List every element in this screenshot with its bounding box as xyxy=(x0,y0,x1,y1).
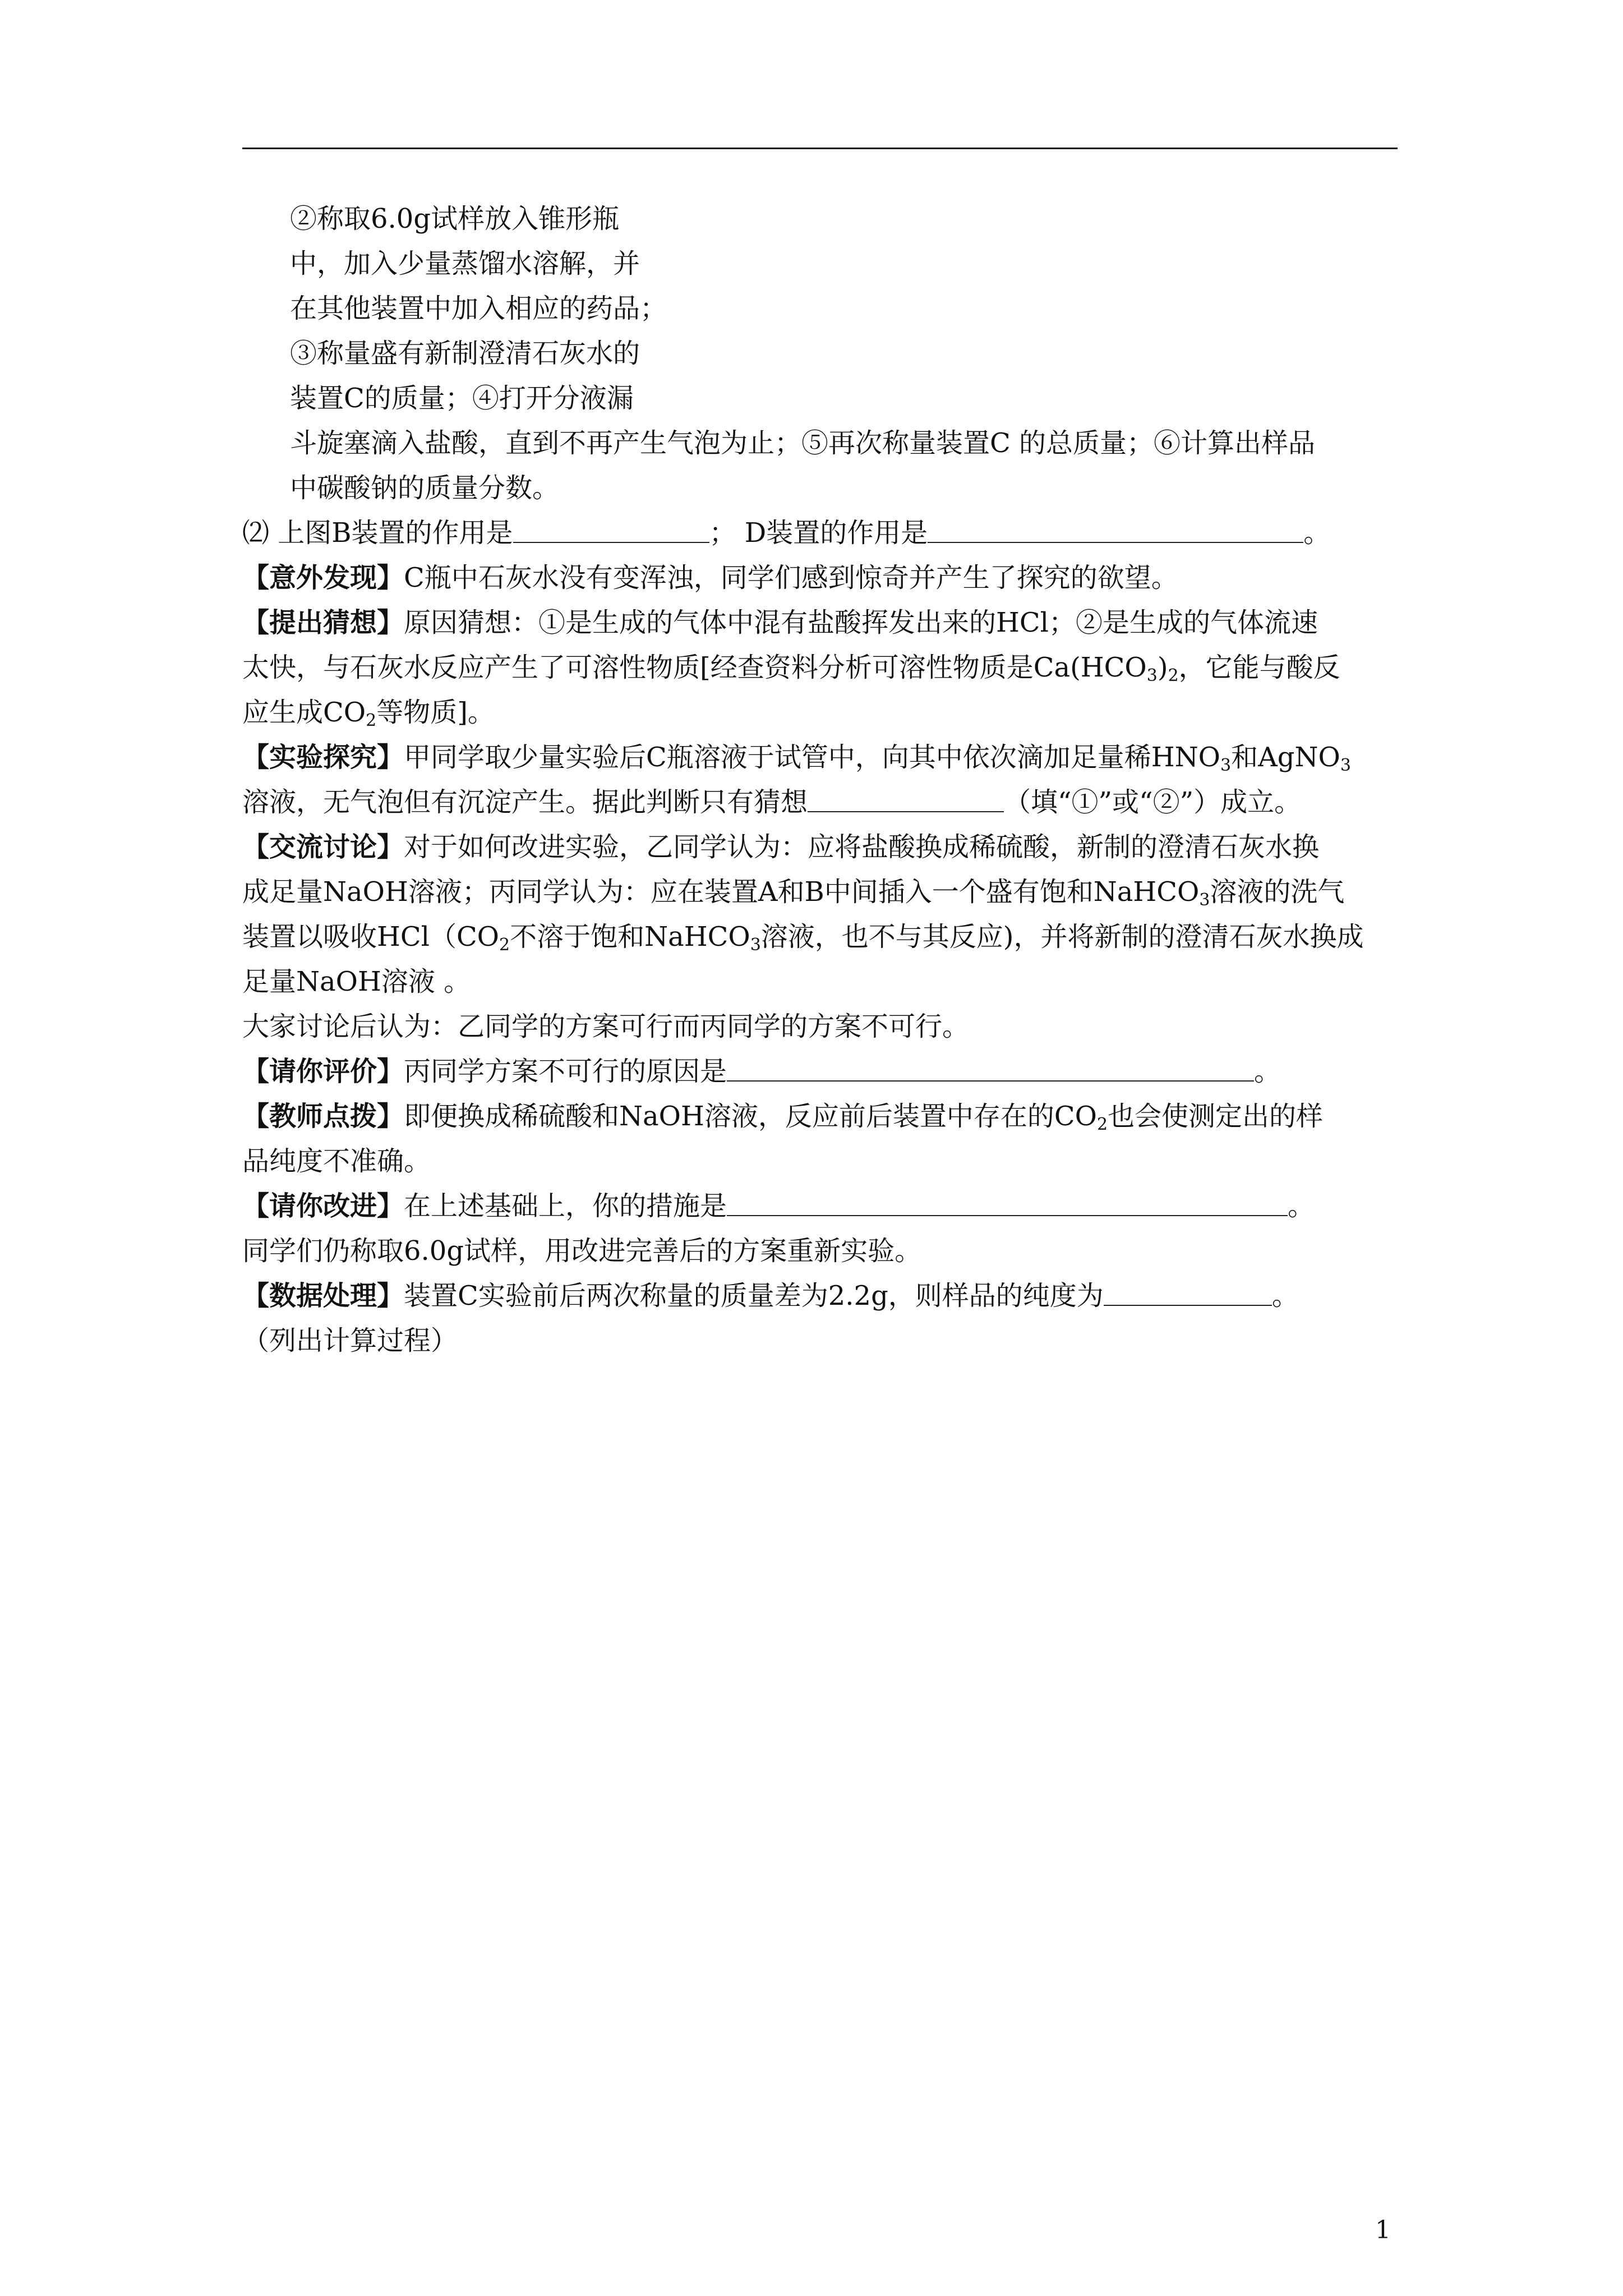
subscript: 3 xyxy=(1199,890,1210,910)
hypothesis-text-1: 原因猜想：①是生成的气体中混有盐酸挥发出来的HCl；②是生成的气体流速 xyxy=(404,607,1318,638)
data-processing-line xyxy=(242,1273,1399,1318)
improve-text: 在上述基础上，你的措施是 xyxy=(404,1190,727,1222)
q2-text-a: ⑵ 上图B装置的作用是 xyxy=(242,517,513,549)
subscript: 3 xyxy=(1146,666,1158,685)
calc-line: （列出计算过程） xyxy=(242,1325,458,1356)
hypothesis-text-3a: 应生成CO xyxy=(242,697,366,728)
explore-text-2b: （填“①”或“②”）成立。 xyxy=(1004,786,1302,818)
step-line-5: 装置C的质量；④打开分液漏 xyxy=(290,383,634,414)
q2-blank-b[interactable] xyxy=(513,513,709,543)
again-line: 同学们仍称取6.0g试样，用改进完善后的方案重新实验。 xyxy=(242,1235,922,1267)
discuss-line-2 xyxy=(242,869,1399,914)
q2-text-b: ； D装置的作用是 xyxy=(709,517,928,549)
discuss-text-1: 对于如何改进实验，乙同学认为：应将盐酸换成稀硫酸，新制的澄清石灰水换 xyxy=(404,831,1320,863)
step-line-7: 中碳酸钠的质量分数。 xyxy=(290,472,560,504)
data-processing-text: 装置C实验前后两次称量的质量差为2.2g，则样品的纯度为 xyxy=(404,1280,1104,1312)
evaluate-text: 丙同学方案不可行的原因是 xyxy=(404,1056,727,1087)
hypothesis-line-3 xyxy=(242,690,1399,735)
hypothesis-line-2 xyxy=(242,645,1399,690)
discuss-text-2a: 成足量NaOH溶液；丙同学认为：应在装置A和B中间插入一个盛有饱和NaHCO xyxy=(242,876,1200,908)
finding-tag: 【意外发现】 xyxy=(242,562,404,593)
teacher-line-1 xyxy=(242,1094,1399,1139)
discuss-text-3b: 不溶于饱和NaHCO xyxy=(510,921,750,953)
discuss-text-2b: 溶液的洗气 xyxy=(1210,876,1345,908)
improve-line xyxy=(242,1184,1399,1228)
improve-blank[interactable] xyxy=(727,1186,1288,1216)
finding-line xyxy=(242,555,1399,600)
subscript: 3 xyxy=(1220,756,1232,775)
hypothesis-line-1 xyxy=(242,600,1399,645)
explore-text-2a: 溶液，无气泡但有沉淀产生。据此判断只有猜想 xyxy=(242,786,808,818)
hypothesis-tag: 【提出猜想】 xyxy=(242,607,404,638)
document-body xyxy=(242,196,1399,1363)
explore-text-1a: 甲同学取少量实验后C瓶溶液于试管中，向其中依次滴加足量稀HNO xyxy=(404,742,1220,773)
page-number: 1 xyxy=(1375,2216,1391,2244)
teacher-text-1a: 即便换成稀硫酸和NaOH溶液，反应前后装置中存在的CO xyxy=(404,1101,1097,1132)
evaluate-tag: 【请你评价】 xyxy=(242,1056,404,1087)
subscript: 2 xyxy=(499,935,510,955)
finding-text: C瓶中石灰水没有变浑浊，同学们感到惊奇并产生了探究的欲望。 xyxy=(404,562,1178,593)
explore-line-2 xyxy=(242,780,1399,825)
discuss-tag: 【交流讨论】 xyxy=(242,831,404,863)
explore-line-1 xyxy=(242,735,1399,780)
discuss-line-1 xyxy=(242,825,1399,869)
q2-text-c: 。 xyxy=(1303,517,1331,549)
hypothesis-text-2c: ，它能与酸反 xyxy=(1178,652,1340,683)
q2-blank-d[interactable] xyxy=(928,513,1303,543)
hypothesis-text-2b: ) xyxy=(1157,652,1168,683)
step-line-4: ③称量盛有新制澄清石灰水的 xyxy=(290,338,640,369)
subscript: 3 xyxy=(750,935,761,955)
evaluate-end: 。 xyxy=(1254,1056,1281,1087)
explore-tag: 【实验探究】 xyxy=(242,742,404,773)
purity-blank[interactable] xyxy=(1104,1276,1272,1306)
explore-text-1b: 和AgNO xyxy=(1231,742,1340,773)
header-rule xyxy=(242,148,1398,149)
step-line-3: 在其他装置中加入相应的药品； xyxy=(290,293,667,324)
discuss-text-3a: 装置以吸收HCl（CO xyxy=(242,921,500,953)
discuss-line-4: 足量NaOH溶液 。 xyxy=(242,966,471,997)
teacher-line-2: 品纯度不准确。 xyxy=(242,1145,431,1177)
step-line-1: ②称取6.0g试样放入锥形瓶 xyxy=(290,203,620,234)
discuss-line-3 xyxy=(242,914,1399,959)
subscript: 2 xyxy=(1096,1115,1108,1134)
discuss-text-3c: 溶液，也不与其反应)，并将新制的澄清石灰水换成 xyxy=(760,921,1364,953)
evaluate-line xyxy=(242,1049,1399,1094)
consensus-line: 大家讨论后认为：乙同学的方案可行而丙同学的方案不可行。 xyxy=(242,1011,970,1042)
teacher-tag: 【教师点拨】 xyxy=(242,1101,404,1132)
hypothesis-text-2a: 太快，与石灰水反应产生了可溶性物质[经查资料分析可溶性物质是Ca(HCO xyxy=(242,652,1147,683)
improve-end: 。 xyxy=(1288,1190,1315,1222)
evaluate-blank[interactable] xyxy=(727,1051,1254,1082)
subscript: 2 xyxy=(1168,666,1179,685)
explore-blank[interactable] xyxy=(808,782,1004,812)
data-processing-tag: 【数据处理】 xyxy=(242,1280,404,1312)
hypothesis-text-3b: 等物质]。 xyxy=(376,697,495,728)
question-2 xyxy=(242,510,1399,555)
teacher-text-1b: 也会使测定出的样 xyxy=(1108,1101,1324,1132)
data-processing-end: 。 xyxy=(1271,1280,1299,1312)
subscript: 2 xyxy=(366,711,377,730)
improve-tag: 【请你改进】 xyxy=(242,1190,404,1222)
step-line-6: 斗旋塞滴入盐酸，直到不再产生气泡为止；⑤再次称量装置C 的总质量；⑥计算出样品 xyxy=(290,427,1315,459)
step-line-2: 中，加入少量蒸馏水溶解，并 xyxy=(290,248,640,279)
subscript: 3 xyxy=(1340,756,1351,775)
